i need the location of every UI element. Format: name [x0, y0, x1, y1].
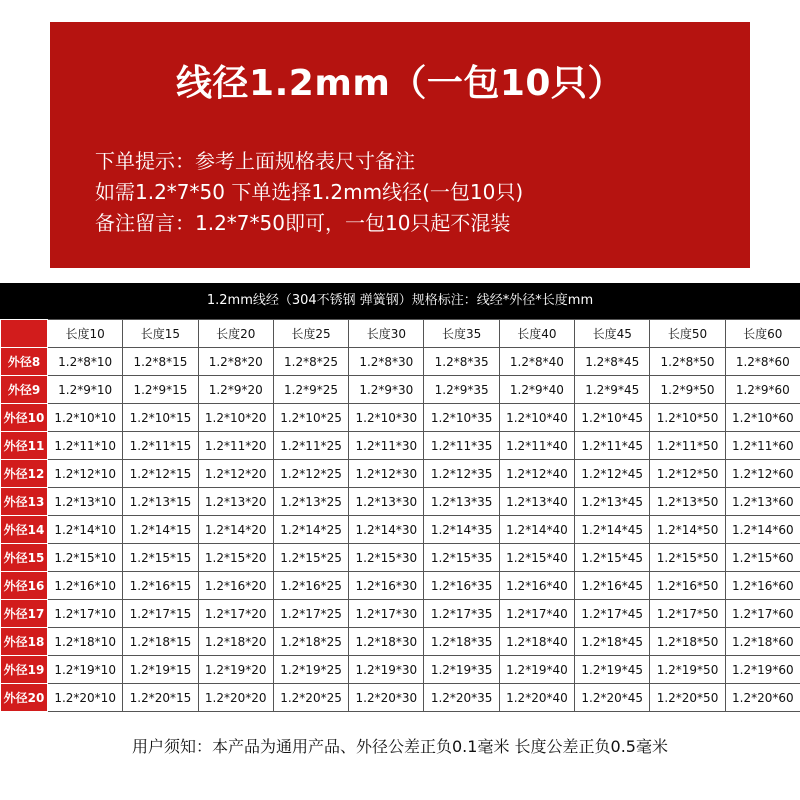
title-banner	[50, 22, 750, 268]
spec-cell: 1.2*19*45	[575, 656, 650, 684]
spec-cell: 1.2*14*50	[650, 516, 725, 544]
spec-cell: 1.2*16*60	[725, 572, 800, 600]
spec-cell: 1.2*15*40	[499, 544, 574, 572]
table-row	[1, 656, 800, 684]
spec-cell: 1.2*20*40	[499, 684, 574, 712]
spec-cell: 1.2*10*20	[198, 404, 273, 432]
spec-cell: 1.2*20*45	[575, 684, 650, 712]
table-row	[1, 376, 800, 404]
column-header-length: 长度30	[349, 320, 424, 348]
column-header-length: 长度45	[575, 320, 650, 348]
spec-cell: 1.2*14*15	[123, 516, 198, 544]
spec-cell: 1.2*13*20	[198, 488, 273, 516]
spec-cell: 1.2*10*35	[424, 404, 499, 432]
spec-cell: 1.2*17*15	[123, 600, 198, 628]
spec-cell: 1.2*8*50	[650, 348, 725, 376]
column-header-length: 长度15	[123, 320, 198, 348]
spec-cell: 1.2*14*10	[48, 516, 123, 544]
spec-cell: 1.2*18*50	[650, 628, 725, 656]
spec-cell: 1.2*14*45	[575, 516, 650, 544]
spec-cell: 1.2*12*35	[424, 460, 499, 488]
row-header-outer-diameter: 外径17	[1, 600, 48, 628]
spec-cell: 1.2*9*10	[48, 376, 123, 404]
row-header-outer-diameter: 外径13	[1, 488, 48, 516]
spec-cell: 1.2*16*25	[273, 572, 348, 600]
order-note-example: 如需1.2*7*50 下单选择1.2mm线径(一包10只)	[95, 180, 524, 204]
column-header-length: 长度35	[424, 320, 499, 348]
spec-cell: 1.2*19*30	[349, 656, 424, 684]
spec-cell: 1.2*18*10	[48, 628, 123, 656]
spec-cell: 1.2*9*50	[650, 376, 725, 404]
spec-cell: 1.2*11*30	[349, 432, 424, 460]
row-header-outer-diameter: 外径9	[1, 376, 48, 404]
table-row	[1, 628, 800, 656]
row-header-outer-diameter: 外径19	[1, 656, 48, 684]
spec-cell: 1.2*15*20	[198, 544, 273, 572]
spec-cell: 1.2*13*30	[349, 488, 424, 516]
row-header-outer-diameter: 外径16	[1, 572, 48, 600]
spec-cell: 1.2*12*45	[575, 460, 650, 488]
spec-cell: 1.2*13*25	[273, 488, 348, 516]
spec-cell: 1.2*8*20	[198, 348, 273, 376]
spec-cell: 1.2*14*20	[198, 516, 273, 544]
table-row	[1, 572, 800, 600]
table-row	[1, 348, 800, 376]
spec-cell: 1.2*18*20	[198, 628, 273, 656]
spec-cell: 1.2*20*50	[650, 684, 725, 712]
spec-cell: 1.2*13*10	[48, 488, 123, 516]
spec-cell: 1.2*12*15	[123, 460, 198, 488]
spec-cell: 1.2*10*30	[349, 404, 424, 432]
spec-cell: 1.2*20*25	[273, 684, 348, 712]
spec-cell: 1.2*9*25	[273, 376, 348, 404]
spec-cell: 1.2*20*20	[198, 684, 273, 712]
spec-cell: 1.2*17*10	[48, 600, 123, 628]
spec-cell: 1.2*9*40	[499, 376, 574, 404]
table-row	[1, 544, 800, 572]
spec-cell: 1.2*17*20	[198, 600, 273, 628]
spec-cell: 1.2*12*40	[499, 460, 574, 488]
column-header-length: 长度50	[650, 320, 725, 348]
order-note-remark: 备注留言：1.2*7*50即可，一包10只起不混装	[95, 211, 511, 235]
spec-cell: 1.2*10*40	[499, 404, 574, 432]
spec-cell: 1.2*10*15	[123, 404, 198, 432]
spec-table	[0, 319, 800, 712]
spec-cell: 1.2*18*60	[725, 628, 800, 656]
spec-cell: 1.2*13*40	[499, 488, 574, 516]
table-row	[1, 404, 800, 432]
page-title: 线径1.2mm（一包10只）	[176, 63, 624, 104]
row-header-outer-diameter: 外径20	[1, 684, 48, 712]
spec-cell: 1.2*19*25	[273, 656, 348, 684]
spec-cell: 1.2*20*15	[123, 684, 198, 712]
spec-cell: 1.2*11*15	[123, 432, 198, 460]
spec-cell: 1.2*19*10	[48, 656, 123, 684]
spec-cell: 1.2*17*45	[575, 600, 650, 628]
spec-cell: 1.2*14*35	[424, 516, 499, 544]
table-row	[1, 516, 800, 544]
spec-cell: 1.2*9*60	[725, 376, 800, 404]
spec-table-header: 1.2mm线经（304不锈钢 弹簧钢）规格标注：线经*外径*长度mm	[0, 283, 800, 319]
spec-cell: 1.2*12*60	[725, 460, 800, 488]
spec-cell: 1.2*19*60	[725, 656, 800, 684]
spec-cell: 1.2*15*35	[424, 544, 499, 572]
row-header-outer-diameter: 外径10	[1, 404, 48, 432]
spec-cell: 1.2*16*15	[123, 572, 198, 600]
spec-cell: 1.2*16*10	[48, 572, 123, 600]
spec-cell: 1.2*11*35	[424, 432, 499, 460]
spec-cell: 1.2*19*20	[198, 656, 273, 684]
spec-cell: 1.2*19*15	[123, 656, 198, 684]
spec-cell: 1.2*17*30	[349, 600, 424, 628]
spec-cell: 1.2*11*60	[725, 432, 800, 460]
order-note-tip: 下单提示：参考上面规格表尺寸备注	[95, 149, 415, 173]
spec-cell: 1.2*10*50	[650, 404, 725, 432]
spec-cell: 1.2*11*10	[48, 432, 123, 460]
spec-cell: 1.2*16*50	[650, 572, 725, 600]
order-notes	[95, 146, 523, 239]
spec-cell: 1.2*14*25	[273, 516, 348, 544]
column-header-row	[1, 320, 800, 348]
spec-cell: 1.2*16*40	[499, 572, 574, 600]
spec-cell: 1.2*17*35	[424, 600, 499, 628]
table-row	[1, 488, 800, 516]
row-header-outer-diameter: 外径11	[1, 432, 48, 460]
spec-cell: 1.2*17*60	[725, 600, 800, 628]
row-header-outer-diameter: 外径8	[1, 348, 48, 376]
row-header-outer-diameter: 外径18	[1, 628, 48, 656]
spec-cell: 1.2*8*25	[273, 348, 348, 376]
spec-cell: 1.2*14*30	[349, 516, 424, 544]
column-header-length: 长度60	[725, 320, 800, 348]
spec-cell: 1.2*19*40	[499, 656, 574, 684]
row-header-outer-diameter: 外径15	[1, 544, 48, 572]
spec-cell: 1.2*13*35	[424, 488, 499, 516]
spec-cell: 1.2*8*30	[349, 348, 424, 376]
spec-cell: 1.2*15*50	[650, 544, 725, 572]
spec-cell: 1.2*19*35	[424, 656, 499, 684]
spec-cell: 1.2*14*40	[499, 516, 574, 544]
row-header-outer-diameter: 外径14	[1, 516, 48, 544]
spec-cell: 1.2*13*15	[123, 488, 198, 516]
spec-cell: 1.2*13*45	[575, 488, 650, 516]
spec-cell: 1.2*12*20	[198, 460, 273, 488]
row-header-outer-diameter: 外径12	[1, 460, 48, 488]
spec-cell: 1.2*10*25	[273, 404, 348, 432]
table-row	[1, 460, 800, 488]
column-header-length: 长度40	[499, 320, 574, 348]
spec-cell: 1.2*9*15	[123, 376, 198, 404]
spec-cell: 1.2*9*35	[424, 376, 499, 404]
table-row	[1, 600, 800, 628]
spec-cell: 1.2*15*25	[273, 544, 348, 572]
spec-cell: 1.2*18*25	[273, 628, 348, 656]
spec-cell: 1.2*12*50	[650, 460, 725, 488]
spec-cell: 1.2*16*30	[349, 572, 424, 600]
spec-cell: 1.2*8*15	[123, 348, 198, 376]
spec-cell: 1.2*8*35	[424, 348, 499, 376]
spec-cell: 1.2*19*50	[650, 656, 725, 684]
spec-cell: 1.2*14*60	[725, 516, 800, 544]
spec-table-body	[1, 348, 800, 712]
spec-cell: 1.2*18*30	[349, 628, 424, 656]
spec-cell: 1.2*9*45	[575, 376, 650, 404]
spec-cell: 1.2*8*10	[48, 348, 123, 376]
spec-cell: 1.2*11*25	[273, 432, 348, 460]
spec-cell: 1.2*12*25	[273, 460, 348, 488]
spec-cell: 1.2*8*40	[499, 348, 574, 376]
spec-cell: 1.2*9*20	[198, 376, 273, 404]
spec-cell: 1.2*17*25	[273, 600, 348, 628]
table-row	[1, 684, 800, 712]
table-row	[1, 432, 800, 460]
spec-cell: 1.2*13*60	[725, 488, 800, 516]
spec-cell: 1.2*16*20	[198, 572, 273, 600]
spec-cell: 1.2*8*45	[575, 348, 650, 376]
spec-cell: 1.2*18*40	[499, 628, 574, 656]
user-notice: 用户须知：本产品为通用产品、外径公差正负0.1毫米 长度公差正负0.5毫米	[132, 737, 668, 756]
spec-cell: 1.2*20*30	[349, 684, 424, 712]
spec-cell: 1.2*8*60	[725, 348, 800, 376]
spec-cell: 1.2*11*50	[650, 432, 725, 460]
column-header-length: 长度25	[273, 320, 348, 348]
spec-cell: 1.2*11*45	[575, 432, 650, 460]
spec-cell: 1.2*12*10	[48, 460, 123, 488]
spec-cell: 1.2*11*40	[499, 432, 574, 460]
column-header-length: 长度20	[198, 320, 273, 348]
spec-cell: 1.2*20*10	[48, 684, 123, 712]
spec-cell: 1.2*10*10	[48, 404, 123, 432]
spec-cell: 1.2*16*45	[575, 572, 650, 600]
spec-cell: 1.2*12*30	[349, 460, 424, 488]
spec-cell: 1.2*13*50	[650, 488, 725, 516]
spec-cell: 1.2*16*35	[424, 572, 499, 600]
spec-cell: 1.2*15*60	[725, 544, 800, 572]
spec-cell: 1.2*10*45	[575, 404, 650, 432]
spec-cell: 1.2*15*15	[123, 544, 198, 572]
spec-cell: 1.2*15*10	[48, 544, 123, 572]
spec-cell: 1.2*18*45	[575, 628, 650, 656]
spec-cell: 1.2*17*50	[650, 600, 725, 628]
spec-cell: 1.2*17*40	[499, 600, 574, 628]
spec-cell: 1.2*20*35	[424, 684, 499, 712]
spec-cell: 1.2*20*60	[725, 684, 800, 712]
spec-cell: 1.2*18*35	[424, 628, 499, 656]
spec-cell: 1.2*15*45	[575, 544, 650, 572]
spec-cell: 1.2*18*15	[123, 628, 198, 656]
spec-cell: 1.2*9*30	[349, 376, 424, 404]
corner-cell	[1, 320, 48, 348]
spec-cell: 1.2*15*30	[349, 544, 424, 572]
spec-cell: 1.2*11*20	[198, 432, 273, 460]
column-header-length: 长度10	[48, 320, 123, 348]
spec-cell: 1.2*10*60	[725, 404, 800, 432]
